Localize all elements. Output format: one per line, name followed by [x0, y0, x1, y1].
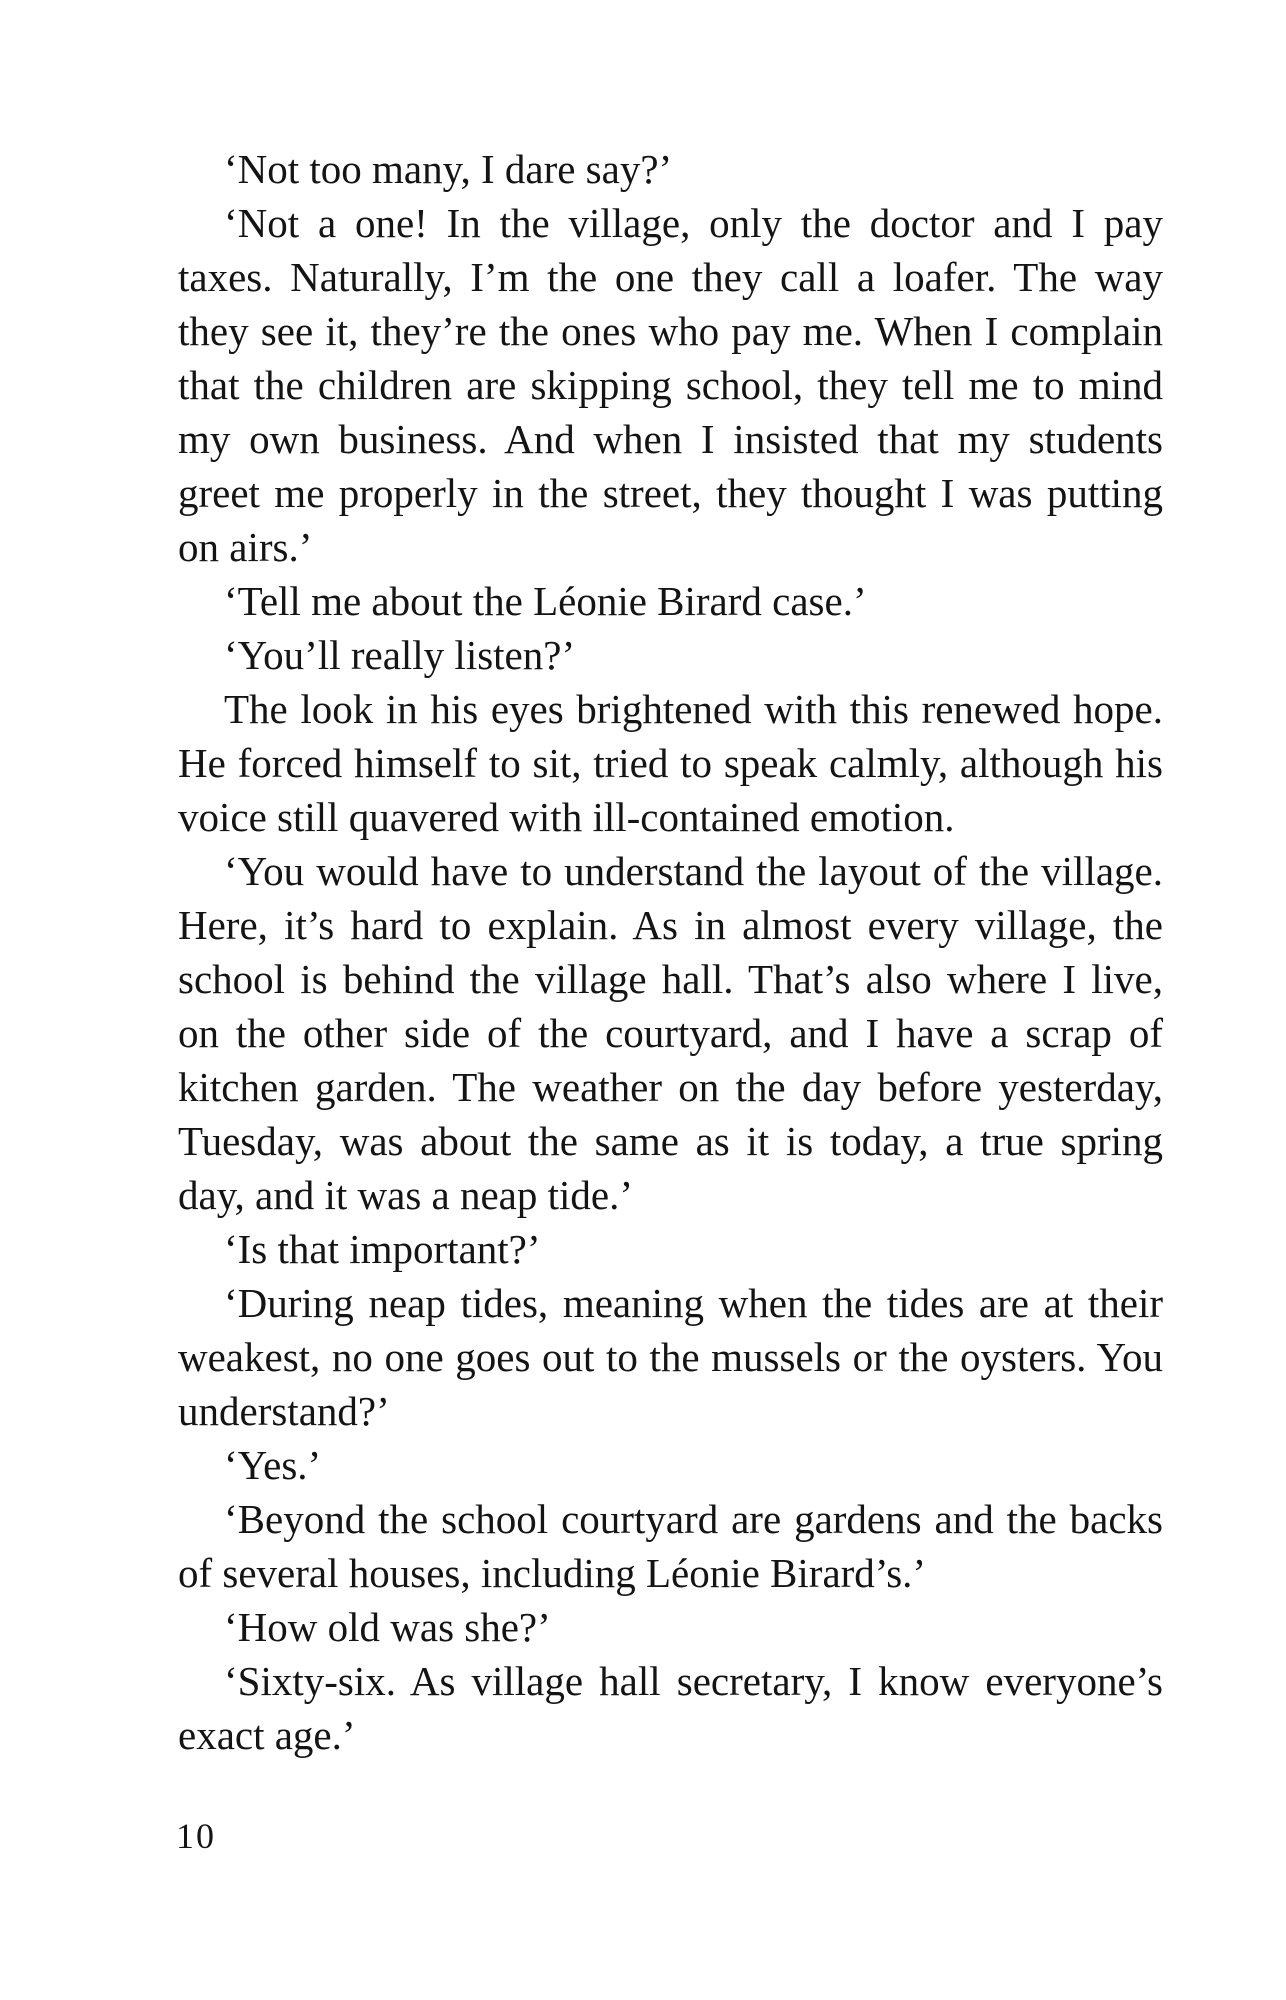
- paragraph-11: ‘How old was she?’: [224, 1604, 551, 1650]
- page-number: 10: [176, 1816, 216, 1856]
- paragraph-5: The look in his eyes brightened with this renewed hope. He forced himself to sit, tried to speak calmly, although his voice still quavered with ill-contained emotion.: [178, 686, 1163, 840]
- paragraph-4: ‘You’ll really listen?’: [224, 632, 576, 678]
- paragraph-6: ‘You would have to understand the layout of the village. Here, it’s hard to explain. As in almost every village, the school is behind the village hall. That’s also where I live, on the other side of the courtyard, and I have a scrap of kitchen garden. The weather on the day before yesterday, Tuesday, was about the same as it is today, a true spring day, and it was a neap tide.’: [178, 848, 1163, 1218]
- paragraph-3: ‘Tell me about the Léonie Birard case.’: [224, 578, 867, 624]
- paragraph-10: ‘Beyond the school courtyard are gardens and the backs of several houses, including Léonie Birard’s.’: [178, 1496, 1163, 1596]
- paragraph-2: ‘Not a one! In the village, only the doctor and I pay taxes. Naturally, I’m the one they call a loafer. The way they see it, they’re the ones who pay me. When I complain that the children are skipping school, they tell me to mind my own business. And when I insisted that my students greet me properly in the street, they thought I was putting on airs.’: [178, 200, 1163, 570]
- paragraph-9: ‘Yes.’: [224, 1442, 322, 1488]
- paragraph-1: ‘Not too many, I dare say?’: [224, 146, 673, 192]
- paragraph-7: ‘Is that important?’: [224, 1226, 541, 1272]
- paragraph-12: ‘Sixty-six. As village hall secretary, I know everyone’s exact age.’: [178, 1658, 1163, 1758]
- paragraph-8: ‘During neap tides, meaning when the tides are at their weakest, no one goes out to the mussels or the oysters. You understand?’: [178, 1280, 1163, 1434]
- body-text: [178, 142, 1163, 1762]
